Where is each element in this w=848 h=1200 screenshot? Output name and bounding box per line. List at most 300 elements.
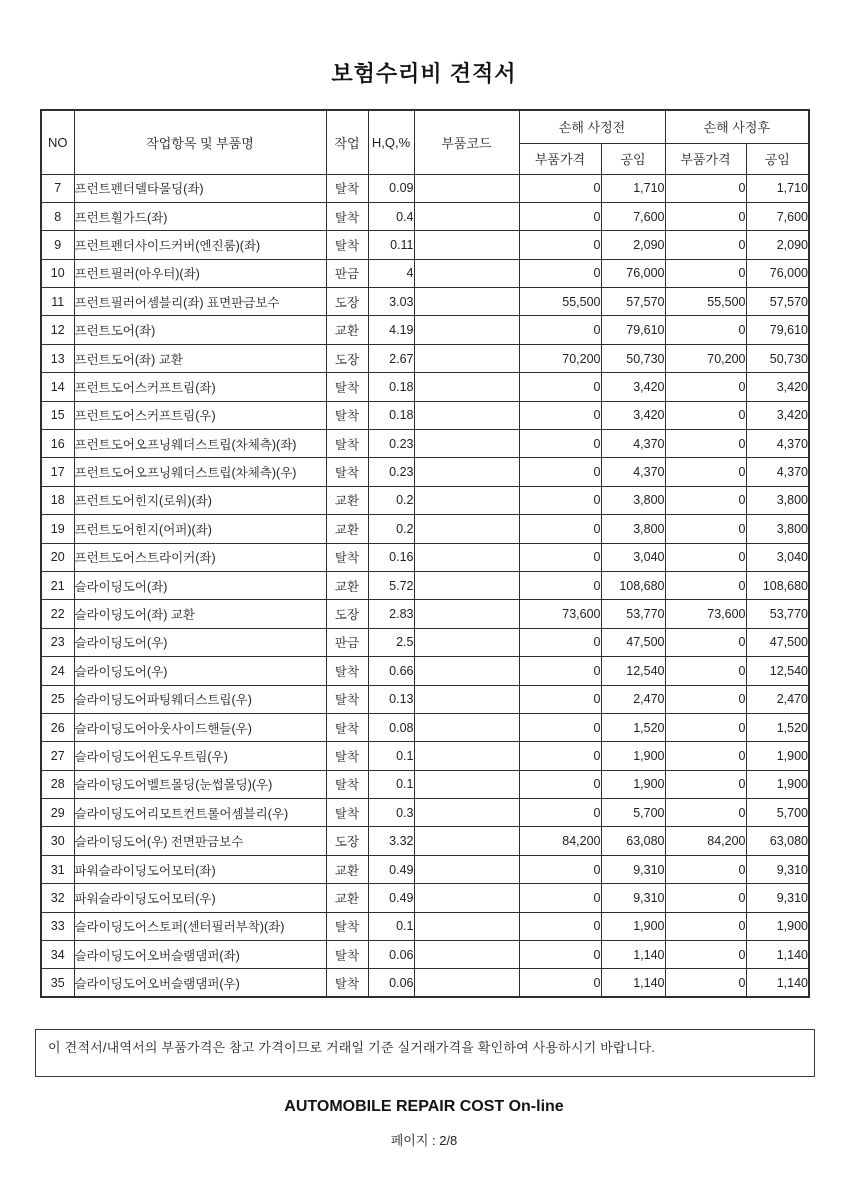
row-part-code: [414, 628, 519, 656]
row-work-type: 탈착: [326, 174, 368, 202]
row-after-labor: 4,370: [746, 458, 809, 486]
row-before-labor: 3,800: [601, 515, 665, 543]
row-before-labor: 76,000: [601, 259, 665, 287]
row-after-labor: 2,470: [746, 685, 809, 713]
row-work-type: 탈착: [326, 685, 368, 713]
row-hq-value: 0.49: [368, 884, 414, 912]
row-part-code: [414, 827, 519, 855]
row-before-labor: 50,730: [601, 344, 665, 372]
row-after-part-price: 0: [665, 486, 746, 514]
row-after-part-price: 0: [665, 855, 746, 883]
row-after-part-price: 0: [665, 770, 746, 798]
table-row: [41, 174, 809, 202]
row-after-part-price: 73,600: [665, 600, 746, 628]
row-after-labor: 57,570: [746, 288, 809, 316]
row-part-code: [414, 912, 519, 940]
table-row: [41, 430, 809, 458]
row-hq-value: 3.32: [368, 827, 414, 855]
table-row: [41, 344, 809, 372]
row-no: 34: [41, 941, 74, 969]
row-before-part-price: 0: [519, 770, 601, 798]
row-work-type: 탈착: [326, 713, 368, 741]
row-after-part-price: 70,200: [665, 344, 746, 372]
row-hq-value: 0.66: [368, 657, 414, 685]
row-hq-value: 0.09: [368, 174, 414, 202]
row-after-labor: 3,040: [746, 543, 809, 571]
row-before-labor: 53,770: [601, 600, 665, 628]
table-row: [41, 884, 809, 912]
row-work-type: 탈착: [326, 799, 368, 827]
row-after-labor: 1,900: [746, 770, 809, 798]
row-before-labor: 57,570: [601, 288, 665, 316]
row-no: 27: [41, 742, 74, 770]
row-part-code: [414, 202, 519, 230]
row-after-labor: 9,310: [746, 884, 809, 912]
row-part-code: [414, 458, 519, 486]
header-after-labor: 공임: [746, 143, 809, 174]
row-hq-value: 4.19: [368, 316, 414, 344]
row-no: 30: [41, 827, 74, 855]
row-hq-value: 2.83: [368, 600, 414, 628]
header-part-code: 부품코드: [414, 110, 519, 174]
row-before-labor: 2,470: [601, 685, 665, 713]
row-after-part-price: 0: [665, 969, 746, 997]
row-before-labor: 1,140: [601, 969, 665, 997]
row-after-part-price: 0: [665, 657, 746, 685]
row-before-part-price: 0: [519, 430, 601, 458]
row-before-labor: 2,090: [601, 231, 665, 259]
row-hq-value: 0.49: [368, 855, 414, 883]
row-work-type: 도장: [326, 827, 368, 855]
row-before-part-price: 0: [519, 884, 601, 912]
row-part-code: [414, 288, 519, 316]
row-hq-value: 2.5: [368, 628, 414, 656]
row-hq-value: 0.06: [368, 941, 414, 969]
row-hq-value: 0.18: [368, 401, 414, 429]
row-hq-value: 0.23: [368, 430, 414, 458]
row-before-part-price: 0: [519, 941, 601, 969]
row-item-name: 슬라이딩도어(좌): [74, 571, 326, 599]
row-after-labor: 3,800: [746, 515, 809, 543]
row-part-code: [414, 174, 519, 202]
row-after-labor: 3,420: [746, 373, 809, 401]
row-before-labor: 9,310: [601, 884, 665, 912]
row-before-part-price: 73,600: [519, 600, 601, 628]
row-part-code: [414, 657, 519, 685]
row-after-part-price: 0: [665, 884, 746, 912]
row-work-type: 탈착: [326, 941, 368, 969]
row-work-type: 도장: [326, 288, 368, 316]
row-hq-value: 0.2: [368, 515, 414, 543]
row-part-code: [414, 231, 519, 259]
row-after-labor: 1,140: [746, 969, 809, 997]
row-hq-value: 0.18: [368, 373, 414, 401]
row-part-code: [414, 486, 519, 514]
row-work-type: 판금: [326, 259, 368, 287]
row-no: 13: [41, 344, 74, 372]
row-item-name: 슬라이딩도어리모트컨트롤어셈블리(우): [74, 799, 326, 827]
row-after-part-price: 0: [665, 571, 746, 599]
table-row: [41, 713, 809, 741]
row-work-type: 탈착: [326, 770, 368, 798]
row-work-type: 탈착: [326, 543, 368, 571]
row-no: 23: [41, 628, 74, 656]
table-row: [41, 571, 809, 599]
row-before-part-price: 84,200: [519, 827, 601, 855]
row-after-part-price: 0: [665, 430, 746, 458]
row-before-labor: 63,080: [601, 827, 665, 855]
row-after-labor: 3,800: [746, 486, 809, 514]
row-hq-value: 0.3: [368, 799, 414, 827]
table-row: [41, 458, 809, 486]
row-before-labor: 1,520: [601, 713, 665, 741]
row-item-name: 프런트도어(좌) 교환: [74, 344, 326, 372]
row-after-part-price: 0: [665, 628, 746, 656]
table-row: [41, 685, 809, 713]
row-part-code: [414, 515, 519, 543]
row-no: 35: [41, 969, 74, 997]
row-item-name: 슬라이딩도어윈도우트림(우): [74, 742, 326, 770]
row-item-name: 프런트도어(좌): [74, 316, 326, 344]
row-before-part-price: 0: [519, 174, 601, 202]
header-before-assessment-group: 손해 사정전: [519, 110, 665, 143]
row-work-type: 탈착: [326, 458, 368, 486]
row-work-type: 교환: [326, 486, 368, 514]
row-after-labor: 5,700: [746, 799, 809, 827]
row-before-labor: 1,900: [601, 912, 665, 940]
row-part-code: [414, 742, 519, 770]
page-title: 보험수리비 견적서: [331, 61, 517, 86]
row-hq-value: 0.1: [368, 770, 414, 798]
row-work-type: 교환: [326, 571, 368, 599]
row-after-labor: 1,710: [746, 174, 809, 202]
header-before-part-price: 부품가격: [519, 143, 601, 174]
row-work-type: 탈착: [326, 231, 368, 259]
row-before-part-price: 0: [519, 713, 601, 741]
row-before-labor: 3,040: [601, 543, 665, 571]
row-item-name: 프런트도어스트라이커(좌): [74, 543, 326, 571]
row-hq-value: 0.13: [368, 685, 414, 713]
row-work-type: 탈착: [326, 969, 368, 997]
row-before-part-price: 0: [519, 855, 601, 883]
row-after-part-price: 0: [665, 373, 746, 401]
row-work-type: 탈착: [326, 657, 368, 685]
row-after-part-price: 0: [665, 202, 746, 230]
header-before-labor: 공임: [601, 143, 665, 174]
row-before-labor: 3,420: [601, 401, 665, 429]
row-hq-value: 0.08: [368, 713, 414, 741]
row-no: 33: [41, 912, 74, 940]
row-part-code: [414, 543, 519, 571]
row-item-name: 파워슬라이딩도어모터(우): [74, 884, 326, 912]
header-work-type: 작업: [326, 110, 368, 174]
row-no: 31: [41, 855, 74, 883]
row-work-type: 탈착: [326, 742, 368, 770]
table-body: [41, 174, 809, 997]
row-hq-value: 0.2: [368, 486, 414, 514]
row-no: 21: [41, 571, 74, 599]
row-before-labor: 108,680: [601, 571, 665, 599]
row-part-code: [414, 770, 519, 798]
table-row: [41, 969, 809, 997]
row-before-part-price: 0: [519, 316, 601, 344]
row-before-part-price: 0: [519, 259, 601, 287]
row-after-labor: 1,140: [746, 941, 809, 969]
header-after-assessment-group: 손해 사정후: [665, 110, 809, 143]
table-row: [41, 515, 809, 543]
row-before-part-price: 55,500: [519, 288, 601, 316]
price-notice-box: [35, 1029, 815, 1077]
row-no: 25: [41, 685, 74, 713]
row-before-labor: 4,370: [601, 458, 665, 486]
row-part-code: [414, 884, 519, 912]
row-before-labor: 7,600: [601, 202, 665, 230]
row-item-name: 슬라이딩도어스토퍼(센터필러부착)(좌): [74, 912, 326, 940]
row-after-labor: 79,610: [746, 316, 809, 344]
row-before-part-price: 0: [519, 202, 601, 230]
table-row: [41, 259, 809, 287]
row-after-labor: 108,680: [746, 571, 809, 599]
row-part-code: [414, 373, 519, 401]
row-work-type: 교환: [326, 855, 368, 883]
row-after-labor: 1,900: [746, 912, 809, 940]
row-work-type: 도장: [326, 600, 368, 628]
row-no: 17: [41, 458, 74, 486]
row-before-labor: 9,310: [601, 855, 665, 883]
row-before-part-price: 0: [519, 628, 601, 656]
row-after-part-price: 0: [665, 458, 746, 486]
row-before-labor: 4,370: [601, 430, 665, 458]
table-row: [41, 288, 809, 316]
row-before-part-price: 70,200: [519, 344, 601, 372]
row-hq-value: 0.11: [368, 231, 414, 259]
row-part-code: [414, 430, 519, 458]
row-before-labor: 12,540: [601, 657, 665, 685]
row-hq-value: 0.1: [368, 742, 414, 770]
row-hq-value: 0.16: [368, 543, 414, 571]
row-no: 16: [41, 430, 74, 458]
row-work-type: 도장: [326, 344, 368, 372]
row-item-name: 프런트펜더사이드커버(엔진룸)(좌): [74, 231, 326, 259]
row-item-name: 파워슬라이딩도어모터(좌): [74, 855, 326, 883]
row-item-name: 프런트휠가드(좌): [74, 202, 326, 230]
row-before-part-price: 0: [519, 571, 601, 599]
row-before-labor: 1,900: [601, 770, 665, 798]
row-work-type: 탈착: [326, 401, 368, 429]
row-item-name: 프런트도어스커프트림(좌): [74, 373, 326, 401]
row-part-code: [414, 855, 519, 883]
table-row: [41, 373, 809, 401]
row-hq-value: 3.03: [368, 288, 414, 316]
row-no: 11: [41, 288, 74, 316]
row-part-code: [414, 401, 519, 429]
row-work-type: 탈착: [326, 912, 368, 940]
row-no: 29: [41, 799, 74, 827]
row-before-labor: 5,700: [601, 799, 665, 827]
row-after-labor: 47,500: [746, 628, 809, 656]
row-item-name: 프런트도어스커프트림(우): [74, 401, 326, 429]
header-hq-percent: H,Q,%: [368, 110, 414, 174]
row-after-part-price: 0: [665, 799, 746, 827]
row-part-code: [414, 259, 519, 287]
row-no: 26: [41, 713, 74, 741]
row-part-code: [414, 941, 519, 969]
row-after-labor: 3,420: [746, 401, 809, 429]
row-before-labor: 3,420: [601, 373, 665, 401]
table-row: [41, 401, 809, 429]
row-item-name: 프런트도어힌지(어퍼)(좌): [74, 515, 326, 543]
row-hq-value: 5.72: [368, 571, 414, 599]
row-before-labor: 79,610: [601, 316, 665, 344]
table-row: [41, 543, 809, 571]
row-no: 32: [41, 884, 74, 912]
row-no: 28: [41, 770, 74, 798]
row-before-part-price: 0: [519, 912, 601, 940]
row-item-name: 슬라이딩도어벨트몰딩(눈썹몰딩)(우): [74, 770, 326, 798]
row-before-part-price: 0: [519, 373, 601, 401]
row-work-type: 교환: [326, 316, 368, 344]
row-after-part-price: 0: [665, 401, 746, 429]
row-no: 7: [41, 174, 74, 202]
row-before-labor: 1,900: [601, 742, 665, 770]
row-hq-value: 0.06: [368, 969, 414, 997]
row-item-name: 슬라이딩도어아웃사이드핸들(우): [74, 713, 326, 741]
row-after-labor: 12,540: [746, 657, 809, 685]
row-item-name: 프런트필러(아우터)(좌): [74, 259, 326, 287]
row-item-name: 슬라이딩도어오버슬램댐퍼(우): [74, 969, 326, 997]
row-after-part-price: 0: [665, 259, 746, 287]
row-no: 10: [41, 259, 74, 287]
row-no: 8: [41, 202, 74, 230]
row-no: 24: [41, 657, 74, 685]
row-before-part-price: 0: [519, 685, 601, 713]
row-after-labor: 9,310: [746, 855, 809, 883]
row-work-type: 교환: [326, 884, 368, 912]
row-before-part-price: 0: [519, 799, 601, 827]
row-item-name: 슬라이딩도어(우) 전면판금보수: [74, 827, 326, 855]
row-after-labor: 50,730: [746, 344, 809, 372]
row-work-type: 교환: [326, 515, 368, 543]
table-row: [41, 316, 809, 344]
row-after-part-price: 0: [665, 174, 746, 202]
row-before-part-price: 0: [519, 231, 601, 259]
row-hq-value: 0.23: [368, 458, 414, 486]
row-item-name: 슬라이딩도어파팅웨더스트립(우): [74, 685, 326, 713]
row-after-part-price: 0: [665, 742, 746, 770]
row-after-part-price: 0: [665, 515, 746, 543]
row-hq-value: 0.4: [368, 202, 414, 230]
row-hq-value: 2.67: [368, 344, 414, 372]
row-part-code: [414, 316, 519, 344]
row-after-part-price: 0: [665, 941, 746, 969]
row-after-part-price: 0: [665, 912, 746, 940]
row-after-part-price: 0: [665, 316, 746, 344]
row-part-code: [414, 571, 519, 599]
row-after-part-price: 0: [665, 543, 746, 571]
header-item-name: 작업항목 및 부품명: [74, 110, 326, 174]
row-before-labor: 1,140: [601, 941, 665, 969]
row-no: 20: [41, 543, 74, 571]
row-part-code: [414, 600, 519, 628]
row-after-labor: 1,520: [746, 713, 809, 741]
row-item-name: 슬라이딩도어(좌) 교환: [74, 600, 326, 628]
table-row: [41, 855, 809, 883]
row-item-name: 프런트도어오프닝웨더스트립(차체측)(좌): [74, 430, 326, 458]
row-before-labor: 47,500: [601, 628, 665, 656]
table-row: [41, 799, 809, 827]
row-no: 14: [41, 373, 74, 401]
row-before-part-price: 0: [519, 742, 601, 770]
row-work-type: 탈착: [326, 430, 368, 458]
row-no: 9: [41, 231, 74, 259]
row-no: 19: [41, 515, 74, 543]
table-row: [41, 770, 809, 798]
table-row: [41, 827, 809, 855]
row-after-labor: 76,000: [746, 259, 809, 287]
brand-title: AUTOMOBILE REPAIR COST On-line: [284, 1098, 564, 1116]
row-item-name: 슬라이딩도어오버슬램댐퍼(좌): [74, 941, 326, 969]
row-before-labor: 1,710: [601, 174, 665, 202]
row-after-part-price: 0: [665, 713, 746, 741]
row-no: 12: [41, 316, 74, 344]
repair-estimate-table: [40, 109, 810, 998]
row-part-code: [414, 969, 519, 997]
table-row: [41, 600, 809, 628]
table-row: [41, 657, 809, 685]
row-after-part-price: 84,200: [665, 827, 746, 855]
row-part-code: [414, 344, 519, 372]
row-work-type: 판금: [326, 628, 368, 656]
row-after-labor: 63,080: [746, 827, 809, 855]
row-part-code: [414, 799, 519, 827]
row-work-type: 탈착: [326, 202, 368, 230]
table-row: [41, 202, 809, 230]
row-part-code: [414, 713, 519, 741]
price-notice-text: 이 견적서/내역서의 부품가격은 참고 가격이므로 거래일 기준 실거래가격을 확인하여 사용하시기 바랍니다.: [48, 1040, 656, 1056]
row-no: 18: [41, 486, 74, 514]
table-row: [41, 941, 809, 969]
table-row: [41, 231, 809, 259]
header-after-part-price: 부품가격: [665, 143, 746, 174]
row-item-name: 슬라이딩도어(우): [74, 657, 326, 685]
row-before-part-price: 0: [519, 515, 601, 543]
row-item-name: 프런트필러어셈블리(좌) 표면판금보수: [74, 288, 326, 316]
row-after-part-price: 0: [665, 685, 746, 713]
row-item-name: 프런트도어힌지(로워)(좌): [74, 486, 326, 514]
row-no: 15: [41, 401, 74, 429]
table-row: [41, 912, 809, 940]
table-row: [41, 628, 809, 656]
table-row: [41, 742, 809, 770]
table-row: [41, 486, 809, 514]
row-before-part-price: 0: [519, 458, 601, 486]
row-item-name: 프런트도어오프닝웨더스트립(차체측)(우): [74, 458, 326, 486]
row-before-part-price: 0: [519, 401, 601, 429]
row-before-part-price: 0: [519, 543, 601, 571]
row-after-labor: 7,600: [746, 202, 809, 230]
row-hq-value: 4: [368, 259, 414, 287]
row-before-part-price: 0: [519, 969, 601, 997]
page-number: 페이지 : 2/8: [390, 1133, 458, 1149]
row-part-code: [414, 685, 519, 713]
row-before-labor: 3,800: [601, 486, 665, 514]
row-before-part-price: 0: [519, 657, 601, 685]
row-after-part-price: 0: [665, 231, 746, 259]
row-no: 22: [41, 600, 74, 628]
row-item-name: 프런트펜더델타몰딩(좌): [74, 174, 326, 202]
header-no: NO: [41, 110, 74, 174]
table-header: [41, 110, 809, 174]
